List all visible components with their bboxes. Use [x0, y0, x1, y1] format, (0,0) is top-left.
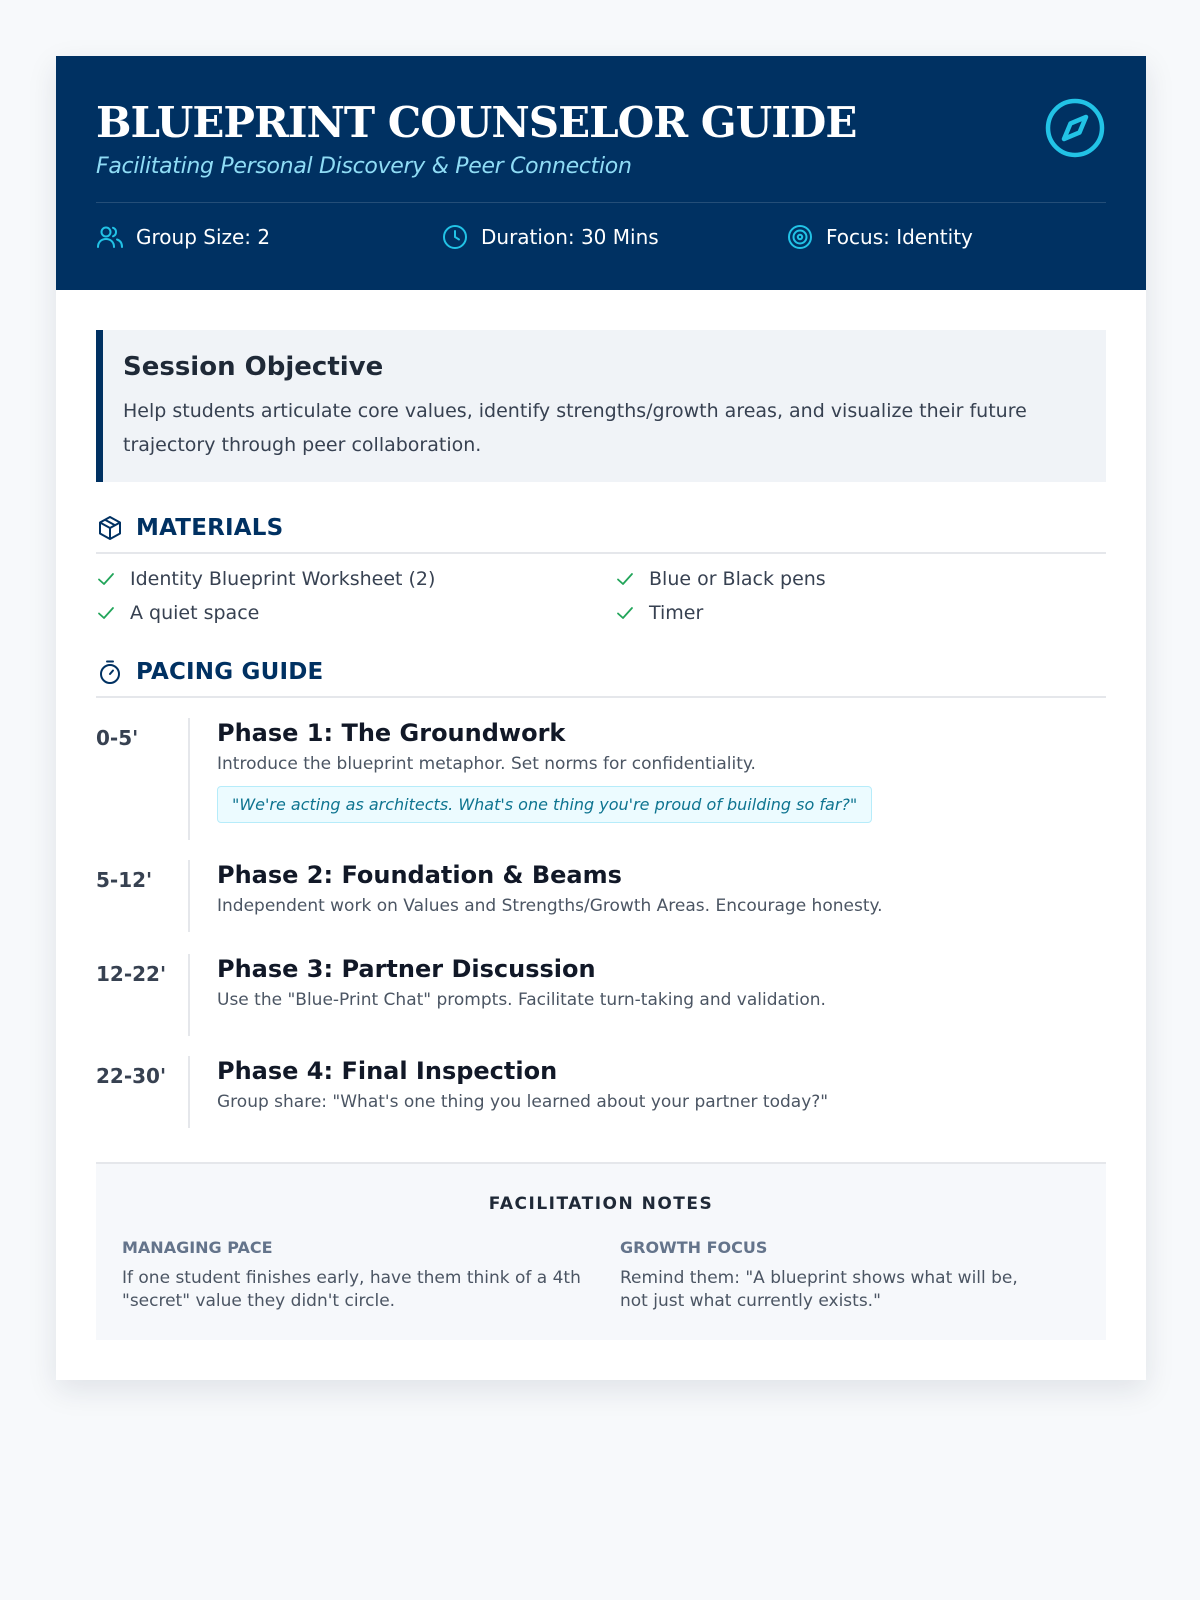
guide-header	[56, 56, 1146, 290]
phase-title: Phase 1: The Groundwork	[217, 719, 566, 747]
phase-time: 22-30'	[96, 1064, 167, 1088]
meta-group-size	[96, 223, 270, 251]
phase-time: 0-5'	[96, 726, 139, 750]
phase-title: Phase 3: Partner Discussion	[217, 955, 596, 983]
meta-focus	[786, 223, 973, 251]
notes-title: FACILITATION NOTES	[488, 1194, 714, 1214]
meta-duration-label: Duration: 30 Mins	[481, 225, 659, 249]
note-text: Remind them: "A blueprint shows what will be, not just what currently exists."	[620, 1268, 1018, 1311]
phase-2	[96, 860, 1106, 932]
note-growth-focus	[620, 1238, 1080, 1313]
phase-body	[188, 954, 1106, 1036]
materials-list	[96, 566, 1106, 626]
users-icon	[96, 223, 124, 251]
guide-content	[56, 290, 1146, 1380]
pacing-header	[96, 658, 1106, 698]
phase-title: Phase 2: Foundation & Beams	[217, 861, 622, 889]
note-managing-pace	[122, 1238, 620, 1313]
objective-text: Help students articulate core values, identify strengths/growth areas, and visualize their future trajectory through peer collaboration.	[123, 400, 1027, 456]
list-item	[96, 600, 615, 626]
materials-title: MATERIALS	[136, 515, 284, 541]
materials-header	[96, 514, 1106, 554]
phase-1	[96, 718, 1106, 840]
stopwatch-icon	[96, 658, 124, 686]
list-item	[615, 600, 1106, 626]
check-icon	[96, 603, 116, 623]
clock-icon	[441, 223, 469, 251]
notes-columns	[122, 1238, 1080, 1313]
meta-group-size-label: Group Size: 2	[136, 225, 271, 249]
guide-subtitle: Facilitating Personal Discovery & Peer Connection	[96, 154, 632, 179]
phase-title: Phase 4: Final Inspection	[217, 1057, 558, 1085]
note-heading: GROWTH FOCUS	[620, 1238, 768, 1257]
list-item	[615, 566, 1106, 592]
pacing-timeline	[96, 718, 1106, 1128]
guide-card	[56, 56, 1146, 1380]
guide-title: BLUEPRINT COUNSELOR GUIDE	[96, 98, 857, 147]
target-icon	[786, 223, 814, 251]
phase-time: 12-22'	[96, 962, 167, 986]
meta-duration	[441, 223, 659, 251]
phase-body	[188, 1056, 1106, 1128]
material-label: Blue or Black pens	[649, 568, 826, 590]
phase-description: Group share: "What's one thing you learned about your partner today?"	[217, 1092, 829, 1112]
session-objective	[96, 330, 1106, 482]
phase-4	[96, 1056, 1106, 1128]
check-icon	[96, 569, 116, 589]
box-icon	[96, 514, 124, 542]
note-heading: MANAGING PACE	[122, 1238, 273, 1257]
meta-focus-label: Focus: Identity	[826, 225, 973, 249]
phase-body	[188, 860, 1106, 932]
pacing-title: PACING GUIDE	[136, 659, 324, 685]
compass-icon	[1044, 97, 1106, 159]
material-label: A quiet space	[130, 602, 260, 624]
phase-body	[188, 718, 1106, 840]
phase-description: Independent work on Values and Strengths/Growth Areas. Encourage honesty.	[217, 896, 883, 916]
phase-description: Use the "Blue-Print Chat" prompts. Facilitate turn-taking and validation.	[217, 990, 826, 1010]
check-icon	[615, 569, 635, 589]
phase-3	[96, 954, 1106, 1036]
objective-title: Session Objective	[123, 352, 384, 382]
phase-description: Introduce the blueprint metaphor. Set norms for confidentiality.	[217, 754, 756, 774]
session-meta	[96, 202, 1106, 290]
material-label: Timer	[649, 602, 704, 624]
check-icon	[615, 603, 635, 623]
facilitation-notes	[96, 1162, 1106, 1340]
note-text: If one student finishes early, have them think of a 4th "secret" value they didn't circle.	[122, 1268, 581, 1311]
list-item	[96, 566, 615, 592]
material-label: Identity Blueprint Worksheet (2)	[130, 568, 436, 590]
phase-time: 5-12'	[96, 868, 153, 892]
phase-script-quote: "We're acting as architects. What's one thing you're proud of building so far?"	[217, 786, 872, 823]
